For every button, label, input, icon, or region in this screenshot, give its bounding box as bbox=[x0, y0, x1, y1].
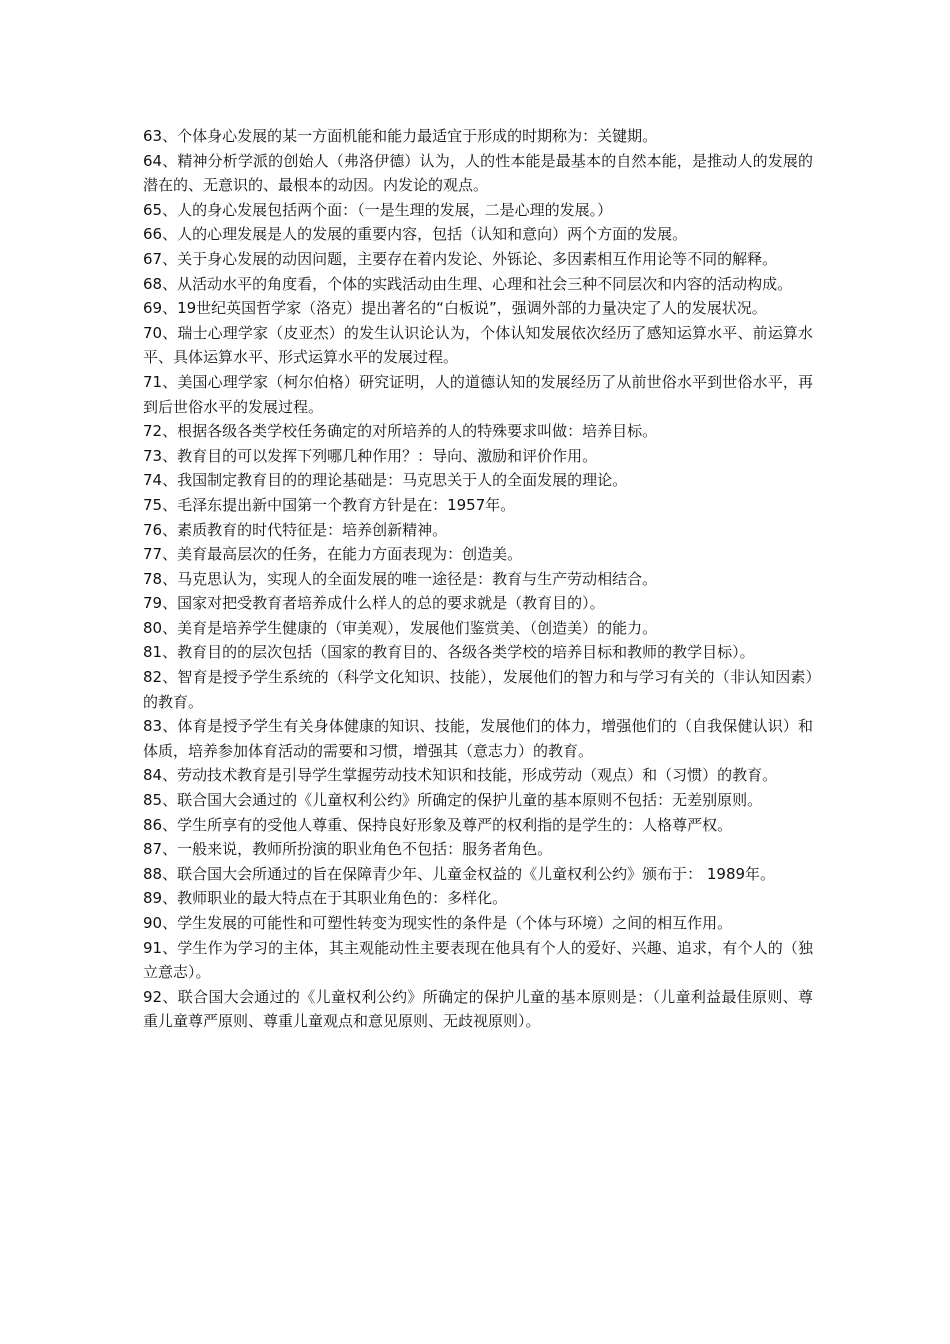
paragraph-72: 72、根据各级各类学校任务确定的对所培养的人的特殊要求叫做：培养目标。 bbox=[143, 422, 658, 441]
paragraph-68: 68、从活动水平的角度看，个体的实践活动由生理、心理和社会三种不同层次和内容的活动构成。 bbox=[143, 274, 793, 293]
paragraph-90: 90、学生发展的可能性和可塑性转变为现实性的条件是（个体与环境）之间的相互作用。 bbox=[143, 914, 733, 932]
paragraph-64: 64、精神分析学派的创始人（弗洛伊德）认为，人的性本能是最基本的自然本能，是推动人的发展的潜在的、无意识的、最根本的动因。内发论的观点。 bbox=[143, 151, 813, 195]
paragraph-73: 73、教育目的可以发挥下列哪几种作用？：导向、激励和评价作用。 bbox=[143, 446, 598, 465]
paragraph-75: 75、毛泽东提出新中国第一个教育方针是在：1957年。 bbox=[143, 495, 516, 514]
paragraph-81: 81、教育目的的层次包括（国家的教育目的、各级各类学校的培养目标和教师的教学目标）。 bbox=[143, 643, 755, 662]
paragraph-82: 82、智育是授予学生系统的（科学文化知识、技能），发展他们的智力和与学习有关的（非认知因素）的教育。 bbox=[143, 668, 813, 711]
paragraph-66: 66、人的心理发展是人的发展的重要内容，包括（认知和意向）两个方面的发展。 bbox=[143, 225, 688, 244]
paragraph-77: 77、美育最高层次的任务，在能力方面表现为：创造美。 bbox=[143, 545, 523, 564]
paragraph-89: 89、教师职业的最大特点在于其职业角色的：多样化。 bbox=[143, 889, 508, 908]
paragraph-80: 80、美育是培养学生健康的（审美观），发展他们鉴赏美、（创造美）的能力。 bbox=[143, 618, 658, 637]
paragraph-86: 86、学生所享有的受他人尊重、保持良好形象及尊严的权利指的是学生的：人格尊严权。 bbox=[143, 815, 733, 834]
paragraph-85: 85、联合国大会通过的《儿童权利公约》所确定的保护儿童的基本原则不包括：无差别原则。 bbox=[143, 791, 763, 810]
paragraph-88: 88、联合国大会所通过的旨在保障青少年、儿童金权益的《儿童权利公约》颁布于： 1989年。 bbox=[143, 864, 776, 883]
paragraph-76: 76、素质教育的时代特征是：培养创新精神。 bbox=[143, 520, 448, 539]
paragraph-92: 92、联合国大会通过的《儿童权利公约》所确定的保护儿童的基本原则是：（儿童利益最佳原则、尊重儿童尊严原则、尊重儿童观点和意见原则、无歧视原则）。 bbox=[143, 987, 813, 1031]
paragraph-91: 91、学生作为学习的主体，其主观能动性主要表现在他具有个人的爱好、兴趣、追求，有个人的（独立意志）。 bbox=[143, 938, 813, 982]
paragraph-67: 67、关于身心发展的动因问题，主要存在着内发论、外铄论、多因素相互作用论等不同的解释。 bbox=[143, 249, 778, 268]
paragraph-69: 69、19世纪英国哲学家（洛克）提出著名的“白板说”，强调外部的力量决定了人的发展状况。 bbox=[143, 299, 767, 318]
document-body bbox=[143, 124, 813, 1034]
paragraph-74: 74、我国制定教育目的的理论基础是：马克思关于人的全面发展的理论。 bbox=[143, 471, 628, 490]
paragraph-78: 78、马克思认为，实现人的全面发展的唯一途径是：教育与生产劳动相结合。 bbox=[143, 569, 658, 588]
paragraph-70: 70、瑞士心理学家（皮亚杰）的发生认识论认为，个体认知发展依次经历了感知运算水平、前运算水平、具体运算水平、形式运算水平的发展过程。 bbox=[143, 323, 813, 367]
paragraph-79: 79、国家对把受教育者培养成什么样人的总的要求就是（教育目的）。 bbox=[143, 594, 605, 613]
paragraph-84: 84、劳动技术教育是引导学生掌握劳动技术知识和技能，形成劳动（观点）和（习惯）的教育。 bbox=[143, 766, 778, 785]
paragraph-71: 71、美国心理学家（柯尔伯格）研究证明，人的道德认知的发展经历了从前世俗水平到世俗水平，再到后世俗水平的发展过程。 bbox=[143, 372, 813, 416]
paragraph-63: 63、个体身心发展的某一方面机能和能力最适宜于形成的时期称为：关键期。 bbox=[143, 127, 658, 145]
paragraph-87: 87、一般来说，教师所扮演的职业角色不包括：服务者角色。 bbox=[143, 840, 553, 859]
paragraph-83: 83、体育是授予学生有关身体健康的知识、技能，发展他们的体力，增强他们的（自我保健认识）和体质，培养参加体育活动的需要和习惯，增强其（意志力）的教育。 bbox=[143, 717, 813, 760]
paragraph-65: 65、人的身心发展包括两个面：（一是生理的发展，二是心理的发展。） bbox=[143, 200, 613, 219]
